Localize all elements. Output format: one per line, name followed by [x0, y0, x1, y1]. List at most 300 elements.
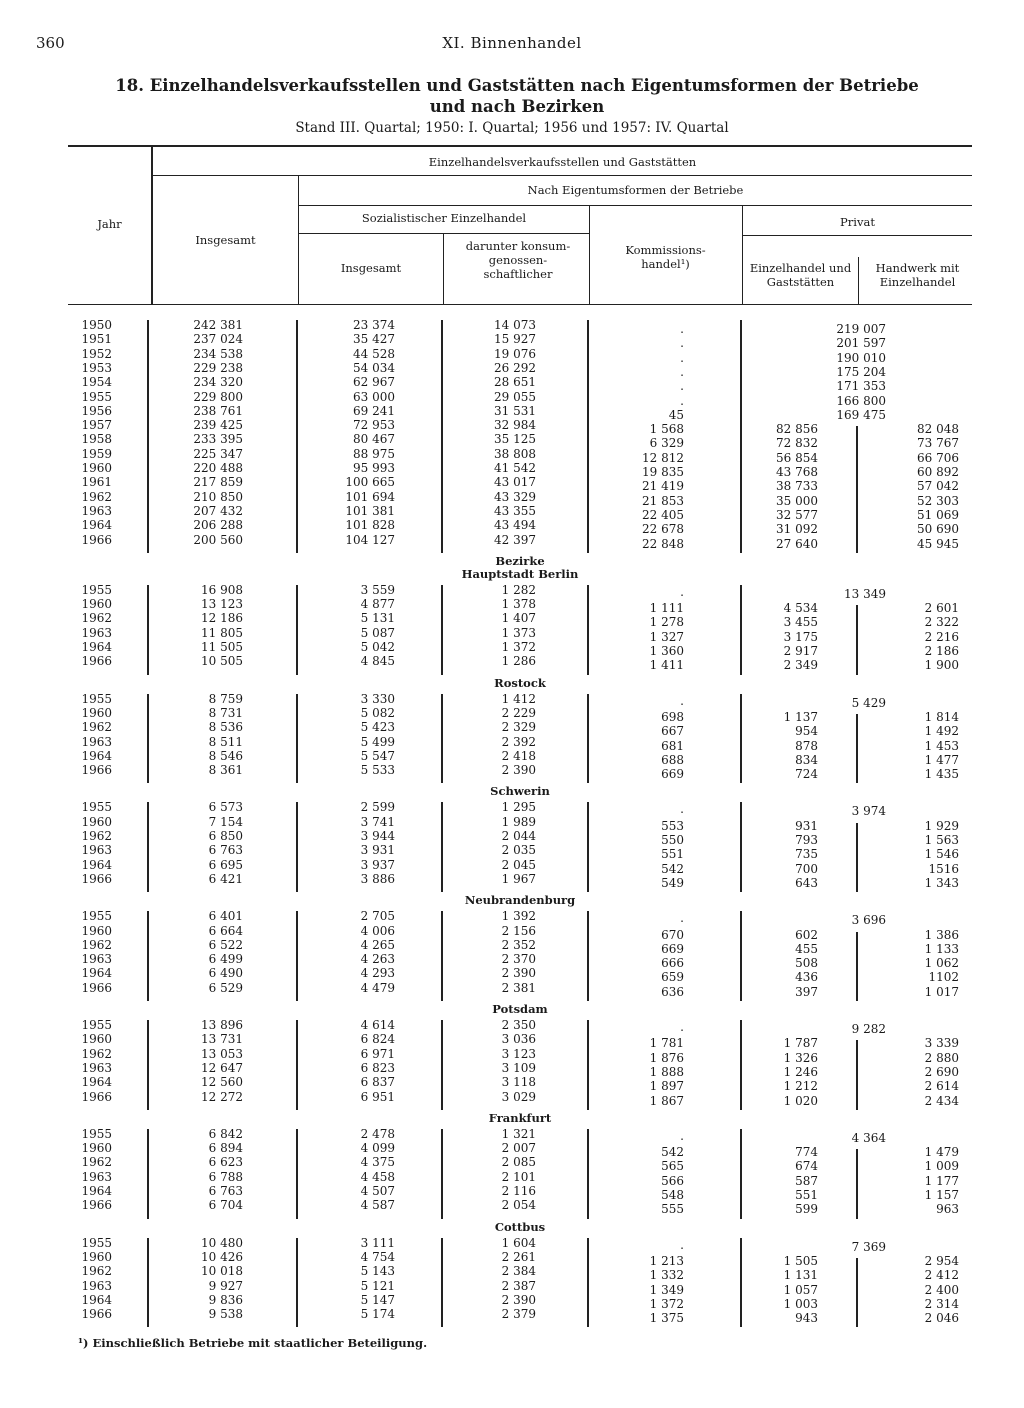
- cell-jahr: 1963: [81, 734, 112, 749]
- cell-privat-einzelhandel: 2 917: [783, 644, 818, 658]
- cell-privat-einzelhandel: 508: [795, 956, 818, 971]
- header-vline-darunter: [443, 233, 444, 305]
- cell-konsumgenossenschaftlich: 1 282: [501, 582, 536, 597]
- cell-privat-handwerk: 1 479: [924, 1145, 959, 1160]
- cell-insgesamt: 6 664: [208, 923, 243, 938]
- cell-kommissionshandel: 555: [661, 1202, 684, 1217]
- cell-privat-handwerk: 1 009: [924, 1159, 959, 1174]
- column-separator: [856, 714, 858, 784]
- cell-privat-einzelhandel: 72 832: [776, 436, 818, 451]
- cell-privat-handwerk: 2 400: [924, 1282, 959, 1297]
- cell-soz-insgesamt: 6 823: [360, 1060, 395, 1075]
- cell-jahr: 1955: [81, 691, 112, 706]
- cell-konsumgenossenschaftlich: 1 372: [501, 640, 536, 654]
- cell-privat-handwerk: 50 690: [917, 522, 959, 537]
- cell-insgesamt: 8 759: [208, 691, 243, 706]
- cell-privat-handwerk: 1516: [928, 861, 959, 876]
- cell-insgesamt: 6 573: [208, 800, 243, 815]
- cell-insgesamt: 6 401: [208, 909, 243, 924]
- cell-insgesamt: 10 426: [201, 1249, 243, 1264]
- cell-jahr: 1966: [81, 871, 112, 886]
- column-separator: [147, 1129, 149, 1219]
- cell-privat-einzelhandel: 4 534: [783, 601, 818, 616]
- cell-jahr: 1962: [81, 937, 112, 952]
- cell-konsumgenossenschaftlich: 31 531: [494, 403, 536, 418]
- cell-insgesamt: 6 850: [208, 829, 243, 843]
- cell-konsumgenossenschaftlich: 2 156: [501, 923, 536, 938]
- cell-soz-insgesamt: 4 479: [360, 980, 395, 995]
- cell-kommissionshandel: 565: [661, 1159, 684, 1174]
- cell-kommissionshandel: 698: [661, 709, 684, 724]
- cell-insgesamt: 8 731: [208, 705, 243, 720]
- cell-soz-insgesamt: 100 665: [345, 475, 395, 490]
- cell-insgesamt: 238 761: [193, 403, 243, 418]
- cell-soz-insgesamt: 5 087: [360, 625, 395, 640]
- cell-jahr: 1960: [81, 923, 112, 938]
- cell-konsumgenossenschaftlich: 2 384: [501, 1264, 536, 1279]
- cell-privat-handwerk: 1 563: [924, 833, 959, 847]
- cell-insgesamt: 13 123: [201, 597, 243, 612]
- cell-jahr: 1963: [81, 1060, 112, 1075]
- cell-konsumgenossenschaftlich: 3 029: [501, 1089, 536, 1104]
- cell-privat-einzelhandel: 931: [795, 818, 818, 833]
- cell-privat-einzelhandel: 1 326: [783, 1050, 818, 1065]
- column-separator: [147, 320, 149, 553]
- cell-konsumgenossenschaftlich: 15 927: [494, 332, 536, 347]
- cell-konsumgenossenschaftlich: 1 295: [501, 800, 536, 815]
- column-separator: [856, 605, 858, 675]
- header-kommission: Kommissions-handel¹): [625, 243, 706, 271]
- cell-konsumgenossenschaftlich: 43 494: [494, 518, 536, 533]
- cell-insgesamt: 6 704: [208, 1198, 243, 1213]
- cell-soz-insgesamt: 5 143: [360, 1264, 395, 1279]
- column-separator: [147, 911, 149, 1001]
- cell-soz-insgesamt: 3 937: [360, 857, 395, 872]
- cell-privat-einzelhandel: 35 000: [776, 493, 818, 508]
- cell-jahr: 1964: [81, 1184, 112, 1198]
- cell-insgesamt: 8 511: [208, 734, 243, 749]
- cell-privat-einzelhandel: 56 854: [776, 450, 818, 465]
- cell-kommissionshandel: 1 360: [649, 644, 684, 658]
- column-separator: [587, 1020, 589, 1110]
- cell-konsumgenossenschaftlich: 2 116: [501, 1184, 536, 1198]
- cell-jahr: 1964: [81, 640, 112, 654]
- cell-jahr: 1961: [81, 475, 112, 490]
- cell-insgesamt: 12 272: [201, 1089, 243, 1104]
- cell-kommissionshandel: 669: [661, 941, 684, 956]
- column-separator: [441, 1129, 443, 1219]
- cell-insgesamt: 16 908: [201, 582, 243, 597]
- column-separator: [740, 1129, 742, 1219]
- section-heading: Hauptstadt Berlin: [461, 566, 579, 581]
- cell-jahr: 1955: [81, 389, 112, 404]
- cell-kommissionshandel: 21 853: [642, 493, 684, 508]
- cell-privat-handwerk: 2 880: [924, 1050, 959, 1065]
- cell-kommissionshandel: .: [680, 1020, 684, 1034]
- cell-insgesamt: 9 927: [208, 1278, 243, 1293]
- cell-konsumgenossenschaftlich: 3 118: [501, 1075, 536, 1090]
- cell-insgesamt: 229 800: [193, 389, 243, 404]
- section-heading: Neubrandenburg: [464, 893, 576, 908]
- title-line-1: 18. Einzelhandelsverkaufsstellen und Gaststätten nach Eigentumsformen der Betriebe: [115, 76, 919, 95]
- cell-privat-einzelhandel: 1 131: [783, 1268, 818, 1283]
- cell-soz-insgesamt: 6 837: [360, 1075, 395, 1090]
- section-heading: Rostock: [494, 675, 546, 690]
- cell-soz-insgesamt: 4 263: [360, 952, 395, 967]
- cell-konsumgenossenschaftlich: 2 007: [501, 1141, 536, 1156]
- cell-soz-insgesamt: 4 458: [360, 1169, 395, 1184]
- cell-soz-insgesamt: 62 967: [353, 375, 395, 390]
- cell-insgesamt: 12 647: [201, 1060, 243, 1075]
- statistics-table: [68, 145, 972, 1345]
- column-separator: [296, 911, 298, 1001]
- cell-privat-einzelhandel: 1 212: [783, 1079, 818, 1094]
- cell-privat-einzelhandel: 774: [795, 1145, 818, 1160]
- cell-jahr: 1963: [81, 952, 112, 967]
- header-rule-level1: [151, 175, 972, 176]
- cell-konsumgenossenschaftlich: 2 390: [501, 966, 536, 981]
- cell-privat-handwerk: 2 186: [924, 644, 959, 658]
- cell-konsumgenossenschaftlich: 2 392: [501, 734, 536, 749]
- cell-jahr: 1951: [81, 332, 112, 347]
- cell-konsumgenossenschaftlich: 43 355: [494, 503, 536, 518]
- cell-jahr: 1962: [81, 1046, 112, 1061]
- cell-soz-insgesamt: 80 467: [353, 432, 395, 447]
- cell-soz-insgesamt: 4 507: [360, 1184, 395, 1198]
- cell-privat-einzelhandel: 954: [795, 724, 818, 739]
- cell-kommissionshandel: 22 678: [642, 522, 684, 537]
- column-separator: [147, 1020, 149, 1110]
- cell-insgesamt: 10 480: [201, 1235, 243, 1250]
- column-separator: [740, 694, 742, 784]
- cell-konsumgenossenschaftlich: 26 292: [494, 360, 536, 375]
- cell-kommissionshandel: .: [680, 693, 684, 708]
- cell-insgesamt: 13 053: [201, 1046, 243, 1061]
- cell-insgesamt: 10 505: [201, 654, 243, 669]
- cell-kommissionshandel: 1 867: [649, 1093, 684, 1108]
- cell-konsumgenossenschaftlich: 41 542: [494, 461, 536, 475]
- cell-jahr: 1955: [81, 1126, 112, 1141]
- cell-privat-handwerk: 82 048: [917, 422, 959, 437]
- cell-privat-einzelhandel: 587: [795, 1173, 818, 1188]
- cell-konsumgenossenschaftlich: 2 352: [501, 937, 536, 952]
- cell-kommissionshandel: 659: [661, 970, 684, 985]
- cell-insgesamt: 10 018: [201, 1264, 243, 1279]
- cell-privat-handwerk: 1 133: [924, 941, 959, 956]
- cell-kommissionshandel: 22 405: [642, 507, 684, 522]
- cell-privat-handwerk: 52 303: [917, 493, 959, 508]
- cell-soz-insgesamt: 4 006: [360, 923, 395, 938]
- cell-insgesamt: 234 538: [193, 346, 243, 361]
- cell-jahr: 1962: [81, 829, 112, 843]
- cell-kommissionshandel: .: [680, 350, 684, 365]
- cell-kommissionshandel: 45: [668, 407, 684, 422]
- cell-privat-einzelhandel: 551: [795, 1188, 818, 1202]
- cell-konsumgenossenschaftlich: 32 984: [494, 418, 536, 433]
- column-separator: [856, 823, 858, 893]
- cell-insgesamt: 239 425: [193, 418, 243, 433]
- cell-kommissionshandel: 688: [661, 752, 684, 767]
- cell-insgesamt: 206 288: [193, 518, 243, 533]
- column-separator: [740, 911, 742, 1001]
- cell-privat-gesamt: 201 597: [836, 336, 886, 351]
- cell-jahr: 1955: [81, 1235, 112, 1250]
- cell-soz-insgesamt: 4 265: [360, 937, 395, 952]
- cell-jahr: 1952: [81, 346, 112, 361]
- column-separator: [441, 802, 443, 892]
- cell-kommissionshandel: .: [680, 322, 684, 336]
- cell-privat-einzelhandel: 643: [795, 875, 818, 890]
- cell-jahr: 1962: [81, 611, 112, 626]
- cell-soz-insgesamt: 3 111: [360, 1235, 395, 1250]
- cell-privat-handwerk: 1 814: [924, 709, 959, 724]
- cell-insgesamt: 217 859: [193, 475, 243, 490]
- cell-privat-einzelhandel: 793: [795, 833, 818, 847]
- cell-soz-insgesamt: 4 754: [360, 1249, 395, 1264]
- cell-jahr: 1966: [81, 532, 112, 547]
- cell-konsumgenossenschaftlich: 2 418: [501, 748, 536, 763]
- cell-insgesamt: 6 894: [208, 1141, 243, 1156]
- cell-kommissionshandel: 19 835: [642, 465, 684, 479]
- cell-soz-insgesamt: 72 953: [353, 418, 395, 433]
- cell-privat-handwerk: 1102: [928, 970, 959, 985]
- cell-insgesamt: 200 560: [193, 532, 243, 547]
- cell-privat-gesamt: 9 282: [851, 1022, 886, 1036]
- column-separator: [147, 802, 149, 892]
- cell-privat-handwerk: 2 690: [924, 1064, 959, 1079]
- column-separator: [856, 1149, 858, 1219]
- cell-privat-gesamt: 3 974: [851, 804, 886, 819]
- cell-insgesamt: 11 505: [201, 640, 243, 654]
- cell-soz-insgesamt: 4 099: [360, 1141, 395, 1156]
- cell-kommissionshandel: 1 375: [649, 1311, 684, 1326]
- cell-soz-insgesamt: 6 824: [360, 1032, 395, 1047]
- cell-jahr: 1963: [81, 843, 112, 858]
- cell-kommissionshandel: 1 876: [649, 1050, 684, 1065]
- cell-soz-insgesamt: 5 174: [360, 1307, 395, 1322]
- section-heading: Potsdam: [492, 1002, 548, 1016]
- column-separator: [147, 585, 149, 675]
- cell-insgesamt: 6 529: [208, 980, 243, 995]
- cell-kommissionshandel: .: [680, 802, 684, 817]
- cell-konsumgenossenschaftlich: 28 651: [494, 375, 536, 390]
- cell-soz-insgesamt: 4 614: [360, 1018, 395, 1032]
- column-separator: [441, 694, 443, 784]
- cell-konsumgenossenschaftlich: 1 604: [501, 1235, 536, 1250]
- cell-kommissionshandel: 1 888: [649, 1064, 684, 1079]
- cell-jahr: 1966: [81, 980, 112, 995]
- cell-jahr: 1962: [81, 1264, 112, 1279]
- section-heading: Cottbus: [494, 1219, 546, 1234]
- cell-privat-handwerk: 1 157: [924, 1188, 959, 1202]
- cell-jahr: 1963: [81, 1278, 112, 1293]
- cell-soz-insgesamt: 101 828: [345, 518, 395, 533]
- cell-konsumgenossenschaftlich: 1 321: [501, 1126, 536, 1141]
- cell-soz-insgesamt: 6 951: [360, 1089, 395, 1104]
- section-heading: Schwerin: [490, 784, 550, 799]
- cell-insgesamt: 229 238: [193, 360, 243, 375]
- cell-privat-gesamt: 219 007: [836, 322, 886, 336]
- cell-jahr: 1960: [81, 1032, 112, 1047]
- cell-kommissionshandel: 1 781: [649, 1036, 684, 1051]
- cell-soz-insgesamt: 5 082: [360, 705, 395, 720]
- cell-privat-gesamt: 175 204: [836, 364, 886, 379]
- cell-konsumgenossenschaftlich: 38 808: [494, 446, 536, 461]
- cell-insgesamt: 237 024: [193, 332, 243, 347]
- cell-konsumgenossenschaftlich: 2 261: [501, 1249, 536, 1264]
- cell-soz-insgesamt: 63 000: [353, 389, 395, 404]
- header-nach-eigentum: Nach Eigentumsformen der Betriebe: [527, 183, 744, 197]
- cell-privat-handwerk: 2 322: [924, 615, 959, 630]
- cell-privat-einzelhandel: 1 505: [783, 1253, 818, 1268]
- cell-soz-insgesamt: 54 034: [353, 360, 395, 375]
- column-separator: [587, 694, 589, 784]
- cell-kommissionshandel: 681: [661, 738, 684, 753]
- cell-soz-insgesamt: 5 121: [360, 1278, 395, 1293]
- cell-privat-handwerk: 2 601: [924, 601, 959, 616]
- column-separator: [147, 694, 149, 784]
- cell-jahr: 1956: [81, 403, 112, 418]
- cell-privat-handwerk: 45 945: [917, 536, 959, 551]
- header-sozialistisch: Sozialistischer Einzelhandel: [361, 211, 527, 225]
- cell-insgesamt: 8 546: [208, 748, 243, 763]
- cell-jahr: 1960: [81, 1249, 112, 1264]
- cell-privat-einzelhandel: 1 057: [783, 1282, 818, 1297]
- bezirke-label: Bezirke: [495, 553, 545, 568]
- column-separator: [587, 911, 589, 1001]
- cell-privat-handwerk: 57 042: [917, 479, 959, 494]
- cell-privat-handwerk: 963: [936, 1202, 959, 1217]
- column-separator: [296, 585, 298, 675]
- cell-soz-insgesamt: 35 427: [353, 332, 395, 347]
- cell-privat-einzelhandel: 602: [795, 927, 818, 942]
- cell-privat-gesamt: 5 429: [851, 695, 886, 710]
- title-line-2: und nach Bezirken: [429, 97, 605, 116]
- cell-insgesamt: 6 695: [208, 857, 243, 872]
- cell-konsumgenossenschaftlich: 2 370: [501, 952, 536, 967]
- cell-konsumgenossenschaftlich: 29 055: [494, 389, 536, 404]
- cell-privat-handwerk: 1 492: [924, 724, 959, 739]
- cell-insgesamt: 6 763: [208, 843, 243, 858]
- cell-insgesamt: 6 499: [208, 952, 243, 967]
- cell-jahr: 1960: [81, 705, 112, 720]
- column-separator: [856, 1258, 858, 1328]
- cell-insgesamt: 8 361: [208, 763, 243, 778]
- cell-kommissionshandel: 548: [661, 1188, 684, 1202]
- cell-kommissionshandel: 667: [661, 724, 684, 739]
- cell-jahr: 1950: [81, 318, 112, 332]
- cell-konsumgenossenschaftlich: 2 054: [501, 1198, 536, 1213]
- cell-privat-handwerk: 66 706: [917, 450, 959, 465]
- cell-privat-handwerk: 1 477: [924, 752, 959, 767]
- footnote: ¹) Einschließlich Betriebe mit staatlicher Beteiligung.: [78, 1336, 428, 1350]
- cell-soz-insgesamt: 4 587: [360, 1198, 395, 1213]
- table-title: [70, 75, 964, 117]
- cell-privat-handwerk: 1 062: [924, 956, 959, 971]
- cell-kommissionshandel: 1 327: [649, 629, 684, 644]
- cell-kommissionshandel: .: [680, 379, 684, 394]
- cell-privat-handwerk: 73 767: [917, 436, 959, 451]
- cell-insgesamt: 6 842: [208, 1126, 243, 1141]
- cell-kommissionshandel: .: [680, 1128, 684, 1143]
- cell-soz-insgesamt: 44 528: [353, 346, 395, 361]
- column-separator: [740, 585, 742, 675]
- cell-jahr: 1954: [81, 375, 112, 390]
- cell-kommissionshandel: 1 213: [649, 1253, 684, 1268]
- column-separator: [587, 585, 589, 675]
- cell-jahr: 1953: [81, 360, 112, 375]
- cell-soz-insgesamt: 5 131: [360, 611, 395, 626]
- cell-privat-einzelhandel: 436: [795, 970, 818, 985]
- cell-konsumgenossenschaftlich: 2 044: [501, 829, 536, 843]
- cell-kommissionshandel: 670: [661, 927, 684, 942]
- cell-kommissionshandel: .: [680, 1237, 684, 1252]
- cell-konsumgenossenschaftlich: 2 329: [501, 720, 536, 735]
- header-top: Einzelhandelsverkaufsstellen und Gaststätten: [428, 155, 697, 169]
- column-separator: [441, 911, 443, 1001]
- cell-kommissionshandel: 1 111: [649, 601, 684, 616]
- cell-konsumgenossenschaftlich: 2 229: [501, 705, 536, 720]
- cell-privat-handwerk: 1 900: [924, 658, 959, 673]
- cell-privat-handwerk: 1 343: [924, 875, 959, 890]
- cell-jahr: 1966: [81, 1307, 112, 1322]
- column-separator: [740, 1020, 742, 1110]
- cell-konsumgenossenschaftlich: 2 387: [501, 1278, 536, 1293]
- cell-soz-insgesamt: 2 478: [360, 1126, 395, 1141]
- cell-kommissionshandel: 553: [661, 818, 684, 833]
- cell-privat-einzelhandel: 1 787: [783, 1036, 818, 1051]
- cell-konsumgenossenschaftlich: 3 036: [501, 1032, 536, 1047]
- cell-konsumgenossenschaftlich: 1 989: [501, 814, 536, 829]
- cell-soz-insgesamt: 101 381: [345, 503, 395, 518]
- cell-kommissionshandel: 6 329: [649, 436, 684, 451]
- header-vline-jahr: [151, 145, 153, 305]
- cell-privat-handwerk: 3 339: [924, 1036, 959, 1051]
- cell-insgesamt: 9 538: [208, 1307, 243, 1322]
- cell-insgesamt: 11 805: [201, 625, 243, 640]
- cell-soz-insgesamt: 104 127: [345, 532, 395, 547]
- cell-kommissionshandel: 551: [661, 847, 684, 862]
- cell-jahr: 1966: [81, 1198, 112, 1213]
- cell-konsumgenossenschaftlich: 1 373: [501, 625, 536, 640]
- cell-soz-insgesamt: 3 944: [360, 829, 395, 843]
- cell-jahr: 1955: [81, 800, 112, 815]
- header-jahr: Jahr: [97, 217, 122, 231]
- cell-jahr: 1964: [81, 1075, 112, 1090]
- cell-privat-einzelhandel: 700: [795, 861, 818, 876]
- cell-konsumgenossenschaftlich: 1 407: [501, 611, 536, 626]
- cell-jahr: 1955: [81, 909, 112, 924]
- cell-konsumgenossenschaftlich: 2 035: [501, 843, 536, 858]
- cell-privat-gesamt: 13 349: [844, 586, 886, 601]
- cell-kommissionshandel: 549: [661, 875, 684, 890]
- cell-soz-insgesamt: 5 499: [360, 734, 395, 749]
- cell-jahr: 1960: [81, 1141, 112, 1156]
- cell-privat-handwerk: 1 546: [924, 847, 959, 862]
- cell-jahr: 1964: [81, 966, 112, 981]
- cell-jahr: 1955: [81, 582, 112, 597]
- cell-privat-einzelhandel: 3 175: [783, 629, 818, 644]
- cell-privat-gesamt: 190 010: [836, 350, 886, 365]
- cell-privat-einzelhandel: 724: [795, 767, 818, 782]
- cell-soz-insgesamt: 5 147: [360, 1292, 395, 1307]
- cell-soz-insgesamt: 3 559: [360, 582, 395, 597]
- cell-konsumgenossenschaftlich: 2 085: [501, 1155, 536, 1170]
- cell-kommissionshandel: 542: [661, 861, 684, 876]
- cell-soz-insgesamt: 4 293: [360, 966, 395, 981]
- cell-kommissionshandel: 1 349: [649, 1282, 684, 1297]
- cell-kommissionshandel: 1 332: [649, 1268, 684, 1283]
